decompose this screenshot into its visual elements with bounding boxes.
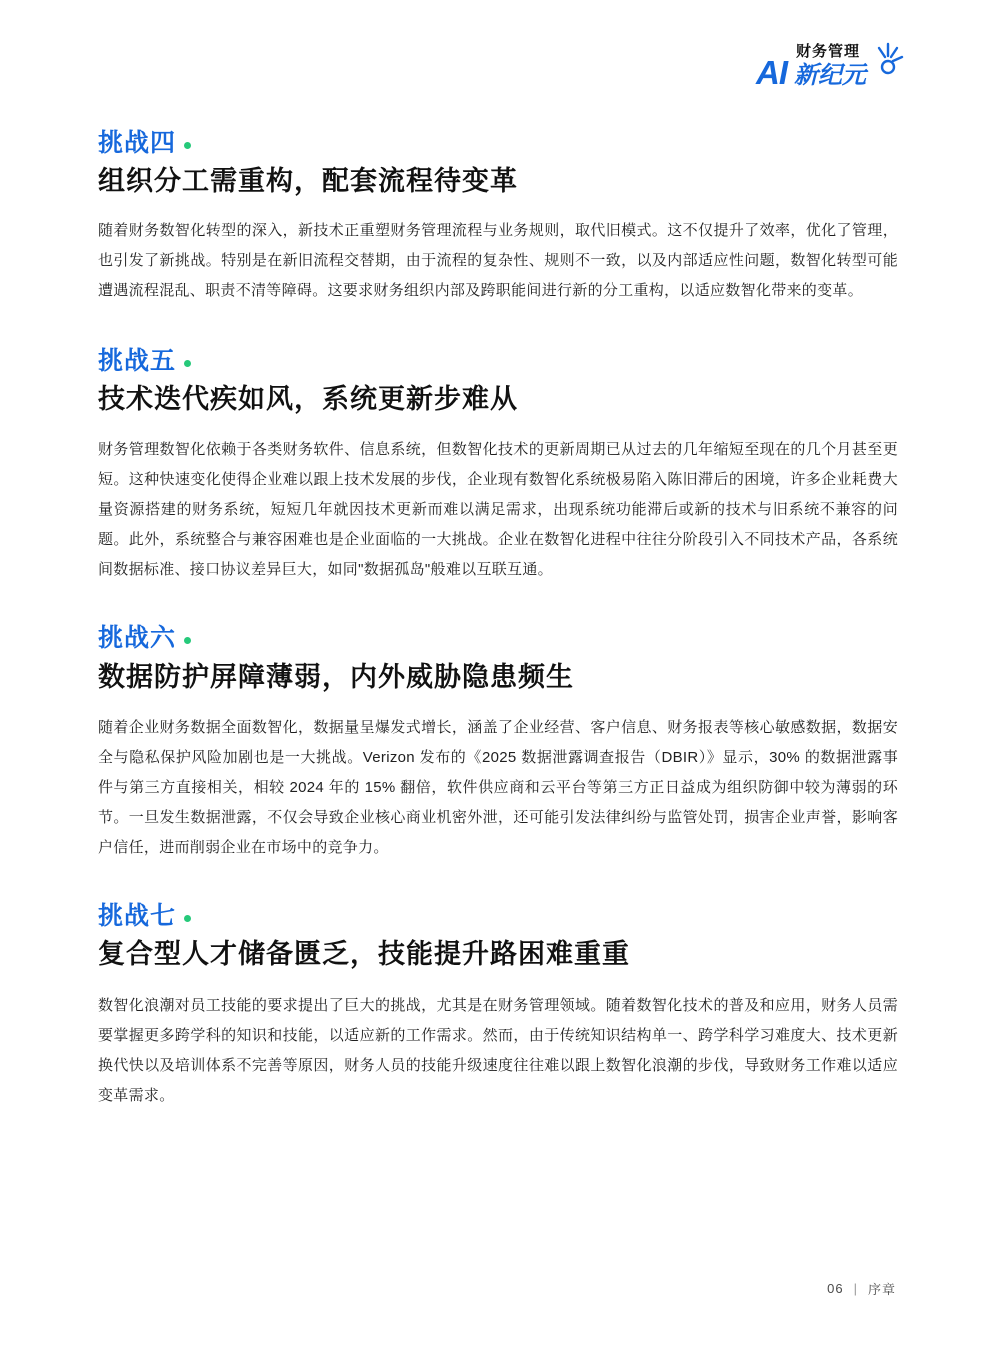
challenge-title-6: 数据防护屏障薄弱，内外威胁隐患频生 <box>98 661 574 692</box>
challenge-title-5: 技术迭代疾如风，系统更新步难从 <box>98 383 518 414</box>
challenge-title-7: 复合型人才储备匮乏，技能提升路困难重重 <box>98 939 630 970</box>
logo-title-top: 财务管理 <box>796 43 861 60</box>
challenge-label-text-5: 挑战五 <box>98 346 177 375</box>
page-number: 06 <box>827 1281 844 1296</box>
footer-chapter: 序章 <box>867 1282 896 1297</box>
challenge-label-5 <box>98 346 898 377</box>
challenge-title-4: 组织分工需重构，配套流程待变革 <box>98 166 518 197</box>
challenge-label-text-7: 挑战七 <box>98 902 177 931</box>
challenge-label-7 <box>98 901 898 932</box>
challenge-body-6: 随着企业财务数据全面数智化，数据量呈爆发式增长，涵盖了企业经营、客户信息、财务报表等核心敏感数据，数据安全与隐私保护风险加剧也是一大挑战。Verizon 发布的《2025 数据泄露调查报告（DBIR）》显示，30% 的数据泄露事件与第三方直接相关，相较 2024 年的 15% 翻倍，软件供应商和云平台等第三方正日益成为组织防御中较为薄弱的环节。一旦发生数据泄露，不仅会导致企业核心商业机密外泄，还可能引发法律纠纷与监管处罚，损害企业声誉，影响客户信任，进而削弱企业在市场中的竞争力。 <box>98 719 898 857</box>
challenge-section-6 <box>98 623 898 863</box>
challenge-label-text-4: 挑战四 <box>98 129 177 157</box>
challenge-body-5: 财务管理数智化依赖于各类财务软件、信息系统，但数智化技术的更新周期已从过去的几年缩短至现在的几个月甚至更短。这种快速变化使得企业难以跟上技术发展的步伐，企业现有数智化系统极易陷入陈旧滞后的困境，许多企业耗费大量资源搭建的财务系统，短短几年就因技术更新而难以满足需求，出现系统功能滞后或新的技术与旧系统不兼容的问题。此外，系统整合与兼容困难也是企业面临的一大挑战。企业在数智化进程中往往分阶段引入不同技术产品，各系统间数据标准、接口协议差异巨大，如同"数据孤岛"般难以互联互通。 <box>98 441 898 579</box>
challenge-section-5 <box>98 346 898 586</box>
bullet-dot-icon <box>184 360 191 367</box>
challenge-label-4 <box>98 128 898 159</box>
bullet-dot-icon <box>184 915 191 922</box>
logo-ai-text: AI <box>756 54 787 91</box>
brand-logo <box>754 38 904 100</box>
footer-separator: | <box>853 1281 858 1296</box>
bullet-dot-icon <box>184 142 191 149</box>
bullet-dot-icon <box>184 637 191 644</box>
logo-title-bottom: 新纪元 <box>794 62 866 89</box>
challenge-section-7 <box>98 901 898 1111</box>
challenge-body-4: 随着财务数智化转型的深入，新技术正重塑财务管理流程与业务规则，取代旧模式。这不仅提升了效率，优化了管理，也引发了新挑战。特别是在新旧流程交替期，由于流程的复杂性、规则不一致，以及内部适应性问题，数智化转型可能遭遇流程混乱、职责不清等障碍。这要求财务组织内部及跨职能间进行新的分工重构，以适应数智化带来的变革。 <box>98 221 898 299</box>
challenge-body-7: 数智化浪潮对员工技能的要求提出了巨大的挑战，尤其是在财务管理领域。随着数智化技术的普及和应用，财务人员需要掌握更多跨学科的知识和技能，以适应新的工作需求。然而，由于传统知识结构单一、跨学科学习难度大、技术更新换代快以及培训体系不完善等原因，财务人员的技能升级速度往往难以跟上数智化浪潮的步伐，导致财务工作难以适应变革需求。 <box>98 996 898 1104</box>
spark-icon <box>868 40 908 80</box>
page-content <box>98 128 898 1111</box>
page-footer <box>827 1279 896 1298</box>
challenge-label-6 <box>98 623 898 654</box>
challenge-label-text-6: 挑战六 <box>98 624 177 653</box>
challenge-section-4 <box>98 128 898 306</box>
